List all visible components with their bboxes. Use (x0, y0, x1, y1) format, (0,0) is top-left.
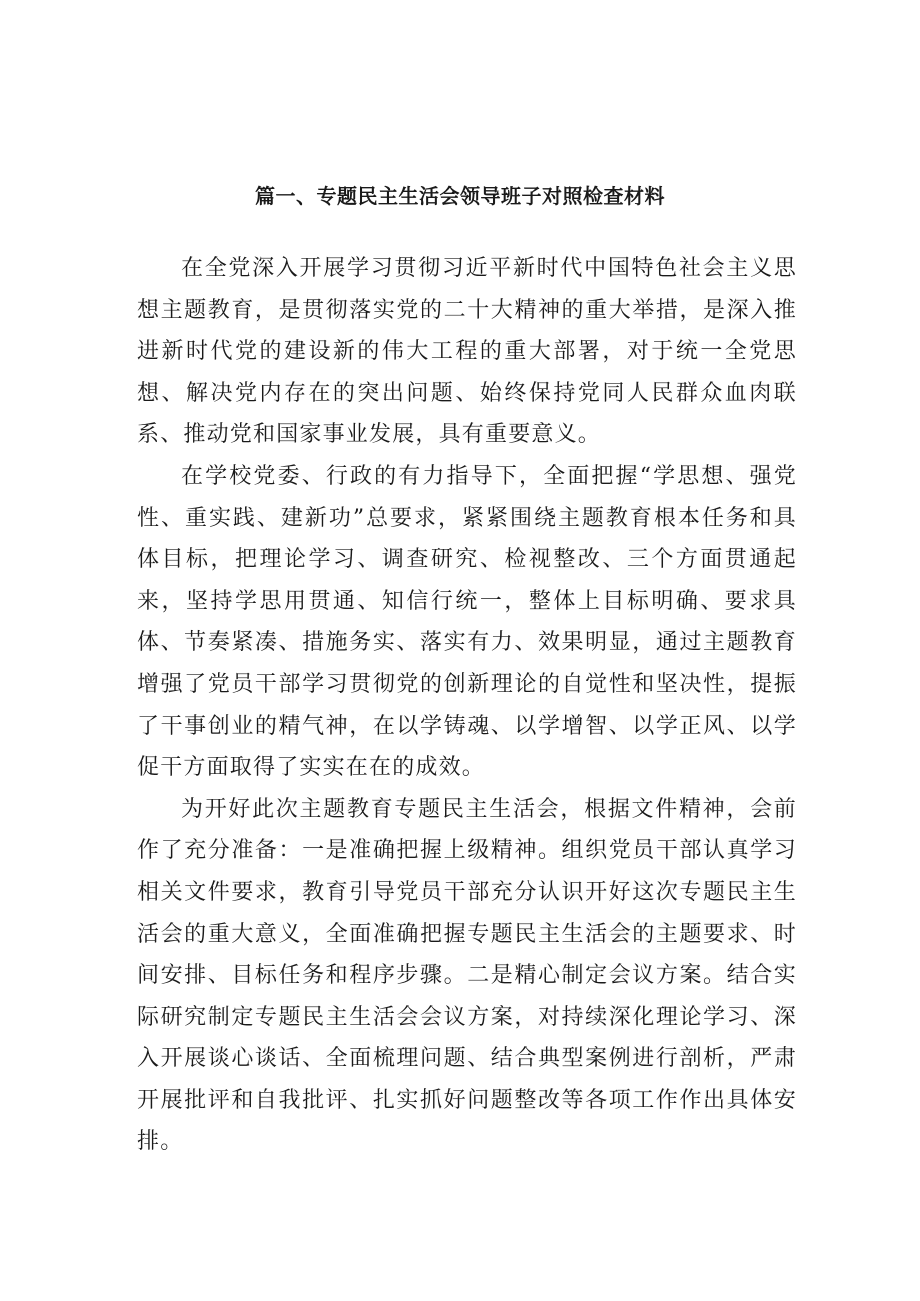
body-paragraph: 在学校党委、行政的有力指导下，全面把握“学思想、强党性、重实践、建新功”总要求，紧紧围绕主题教育根本任务和具体目标，把理论学习、调查研究、检视整改、三个方面贯通起来，坚持学思用贯通、知信行统一，整体上目标明确、要求具体、节奏紧凑、措施务实、落实有力、效果明显，通过主题教育增强了党员干部学习贯彻党的创新理论的自觉性和坚决性，提振了干事创业的精气神，在以学铸魂、以学增智、以学正风、以学促干方面取得了实实在在的成效。 (137, 463, 797, 781)
body-paragraph: 在全党深入开展学习贯彻习近平新时代中国特色社会主义思想主题教育，是贯彻落实党的二十大精神的重大举措，是深入推进新时代党的建设新的伟大工程的重大部署，对于统一全党思想、解决党内存在的突出问题、始终保持党同人民群众血肉联系、推动党和国家事业发展，具有重要意义。 (137, 256, 797, 448)
body-paragraph: 为开好此次主题教育专题民主生活会，根据文件精神，会前作了充分准备：一是准确把握上级精神。组织党员干部认真学习相关文件要求，教育引导党员干部充分认识开好这次专题民主生活会的重大意义，全面准确把握专题民主生活会的主题要求、时间安排、目标任务和程序步骤。二是精心制定会议方案。结合实际研究制定专题民主生活会会议方案，对持续深化理论学习、深入开展谈心谈话、全面梳理问题、结合典型案例进行剖析，严肃开展批评和自我批评、扎实抓好问题整改等各项工作作出具体安排。 (137, 796, 797, 1155)
document-title: 篇一、专题民主生活会领导班子对照检查材料 (255, 184, 665, 208)
document-body (137, 248, 797, 1163)
